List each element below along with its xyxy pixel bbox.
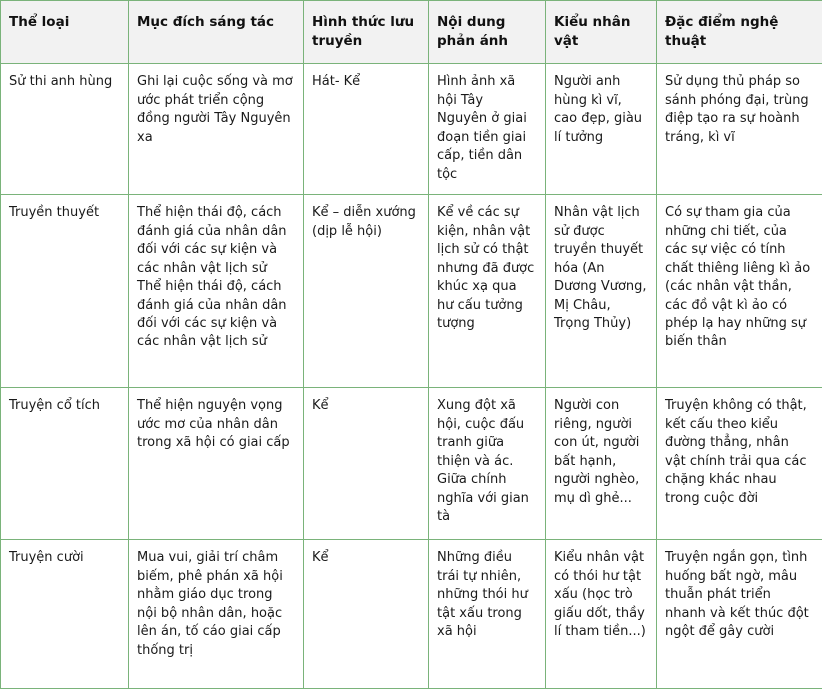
column-header-kieu-nhan-vat: Kiểu nhân vật — [546, 1, 657, 64]
cell-muc-dich-sang-tac: Thể hiện nguyện vọng ước mơ của nhân dân trong xã hội có giai cấp — [129, 388, 304, 540]
cell-hinh-thuc-luu-truyen: Kể — [304, 540, 429, 689]
cell-kieu-nhan-vat: Kiểu nhân vật có thói hư tật xấu (học trò giấu dốt, thầy lí tham tiền...) — [546, 540, 657, 689]
column-header-dac-diem-nghe-thuat: Đặc điểm nghệ thuật — [657, 1, 822, 64]
cell-muc-dich-sang-tac: Thể hiện thái độ, cách đánh giá của nhân dân đối với các sự kiện và các nhân vật lịch sử Thể hiện thái độ, cách đánh giá của nhân dân đối với các sự kiện và các nhân vật lịch sử — [129, 195, 304, 388]
cell-kieu-nhan-vat: Nhân vật lịch sử được truyền thuyết hóa (An Dương Vương, Mị Châu, Trọng Thủy) — [546, 195, 657, 388]
cell-dac-diem-nghe-thuat: Truyện ngắn gọn, tình huống bất ngờ, mâu thuẫn phát triển nhanh và kết thúc đột ngột để gây cười — [657, 540, 822, 689]
cell-noi-dung-phan-anh: Kể về các sự kiện, nhân vật lịch sử có thật nhưng đã được khúc xạ qua hư cấu tưởng tượng — [429, 195, 546, 388]
cell-hinh-thuc-luu-truyen: Hát- Kể — [304, 64, 429, 195]
table-row — [1, 540, 822, 689]
cell-the-loai: Truyện cổ tích — [1, 388, 129, 540]
cell-kieu-nhan-vat: Người anh hùng kì vĩ, cao đẹp, giàu lí tưởng — [546, 64, 657, 195]
column-header-hinh-thuc-luu-truyen: Hình thức lưu truyền — [304, 1, 429, 64]
cell-hinh-thuc-luu-truyen: Kể — [304, 388, 429, 540]
cell-hinh-thuc-luu-truyen: Kể – diễn xướng (dịp lễ hội) — [304, 195, 429, 388]
cell-dac-diem-nghe-thuat: Truyện không có thật, kết cấu theo kiểu đường thẳng, nhân vật chính trải qua các chặng khác nhau trong cuộc đời — [657, 388, 822, 540]
cell-muc-dich-sang-tac: Ghi lại cuộc sống và mơ ước phát triển cộng đồng người Tây Nguyên xa — [129, 64, 304, 195]
cell-dac-diem-nghe-thuat: Có sự tham gia của những chi tiết, của các sự việc có tính chất thiêng liêng kì ảo (các nhân vật thần, các đồ vật kì ảo có phép lạ hay những sự biến thân — [657, 195, 822, 388]
table-row — [1, 195, 822, 388]
cell-dac-diem-nghe-thuat: Sử dụng thủ pháp so sánh phóng đại, trùng điệp tạo ra sự hoành tráng, kì vĩ — [657, 64, 822, 195]
cell-muc-dich-sang-tac: Mua vui, giải trí châm biếm, phê phán xã hội nhằm giáo dục trong nội bộ nhân dân, hoặc lên án, tố cáo giai cấp thống trị — [129, 540, 304, 689]
table-row — [1, 388, 822, 540]
cell-the-loai: Sử thi anh hùng — [1, 64, 129, 195]
cell-noi-dung-phan-anh: Xung đột xã hội, cuộc đấu tranh giữa thiện và ác. Giữa chính nghĩa với gian tà — [429, 388, 546, 540]
table-row — [1, 64, 822, 195]
cell-kieu-nhan-vat: Người con riêng, người con út, người bất hạnh, người nghèo, mụ dì ghẻ... — [546, 388, 657, 540]
column-header-noi-dung-phan-anh: Nội dung phản ánh — [429, 1, 546, 64]
cell-the-loai: Truyền thuyết — [1, 195, 129, 388]
cell-noi-dung-phan-anh: Hình ảnh xã hội Tây Nguyên ở giai đoạn tiền giai cấp, tiền dân tộc — [429, 64, 546, 195]
table-header-row — [1, 1, 822, 64]
column-header-the-loai: Thể loại — [1, 1, 129, 64]
cell-the-loai: Truyện cười — [1, 540, 129, 689]
cell-noi-dung-phan-anh: Những điều trái tự nhiên, những thói hư tật xấu trong xã hội — [429, 540, 546, 689]
column-header-muc-dich-sang-tac: Mục đích sáng tác — [129, 1, 304, 64]
